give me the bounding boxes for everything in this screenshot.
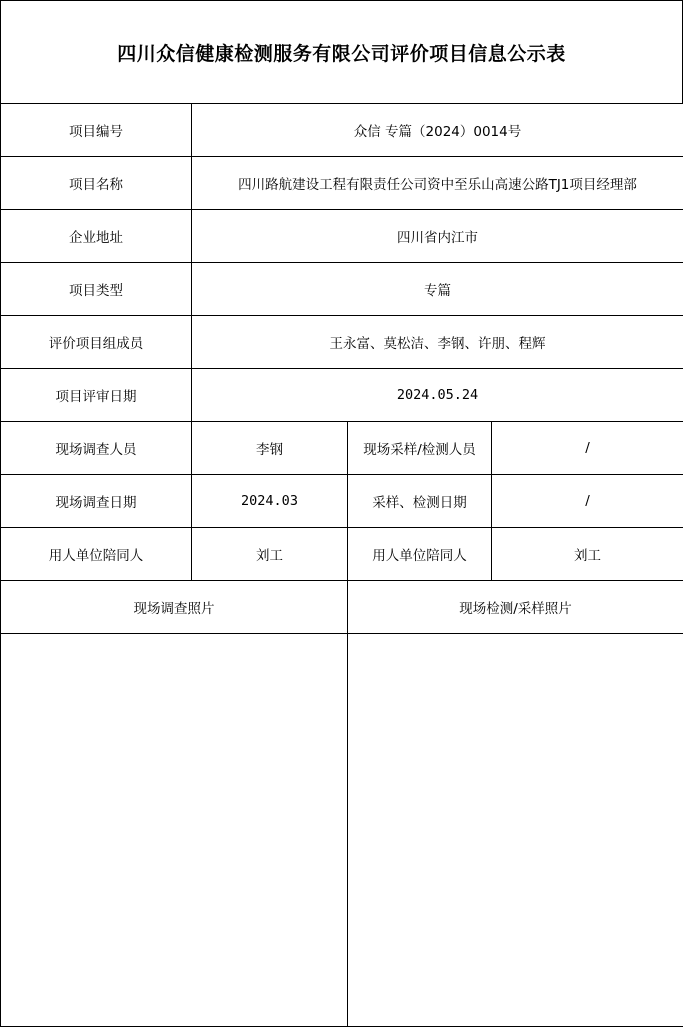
table-row bbox=[1, 369, 683, 422]
sheet-title: 四川众信健康检测服务有限公司评价项目信息公示表 bbox=[0, 0, 683, 103]
row-label: 用人单位陪同人 bbox=[348, 528, 492, 581]
table-row bbox=[1, 104, 683, 157]
table-row bbox=[1, 581, 683, 634]
project-name-value: 四川路航建设工程有限责任公司资中至乐山高速公路TJ1项目经理部 bbox=[192, 157, 683, 210]
row-label: 项目编号 bbox=[1, 104, 192, 157]
table-row bbox=[1, 422, 683, 475]
row-label: 现场采样/检测人员 bbox=[348, 422, 492, 475]
row-label: 采样、检测日期 bbox=[348, 475, 492, 528]
row-label: 评价项目组成员 bbox=[1, 316, 192, 369]
table-row bbox=[1, 475, 683, 528]
review-date-value: 2024.05.24 bbox=[192, 369, 683, 422]
photo-row bbox=[1, 634, 683, 1027]
survey-photos-area bbox=[1, 634, 348, 1027]
project-type-value: 专篇 bbox=[192, 263, 683, 316]
row-label: 项目名称 bbox=[1, 157, 192, 210]
table-row bbox=[1, 210, 683, 263]
sampling-staff-value: / bbox=[492, 422, 683, 475]
row-label: 现场调查日期 bbox=[1, 475, 192, 528]
project-number-value: 众信 专篇（2024）0014号 bbox=[192, 104, 683, 157]
table-row bbox=[1, 263, 683, 316]
escort-value: 刘工 bbox=[192, 528, 348, 581]
escort-value-2: 刘工 bbox=[492, 528, 683, 581]
table-row bbox=[1, 528, 683, 581]
sampling-photos-area bbox=[348, 634, 683, 1027]
table-row bbox=[1, 316, 683, 369]
survey-staff-value: 李钢 bbox=[192, 422, 348, 475]
row-label: 项目类型 bbox=[1, 263, 192, 316]
row-label: 现场调查人员 bbox=[1, 422, 192, 475]
survey-photos-header: 现场调查照片 bbox=[1, 581, 348, 634]
table-row bbox=[1, 157, 683, 210]
survey-date-value: 2024.03 bbox=[192, 475, 348, 528]
company-address-value: 四川省内江市 bbox=[192, 210, 683, 263]
sampling-photos-header: 现场检测/采样照片 bbox=[348, 581, 683, 634]
row-label: 企业地址 bbox=[1, 210, 192, 263]
team-members-value: 王永富、莫松洁、李钢、许朋、程辉 bbox=[192, 316, 683, 369]
sampling-date-value: / bbox=[492, 475, 683, 528]
row-label: 项目评审日期 bbox=[1, 369, 192, 422]
row-label: 用人单位陪同人 bbox=[1, 528, 192, 581]
info-table bbox=[0, 103, 683, 1027]
